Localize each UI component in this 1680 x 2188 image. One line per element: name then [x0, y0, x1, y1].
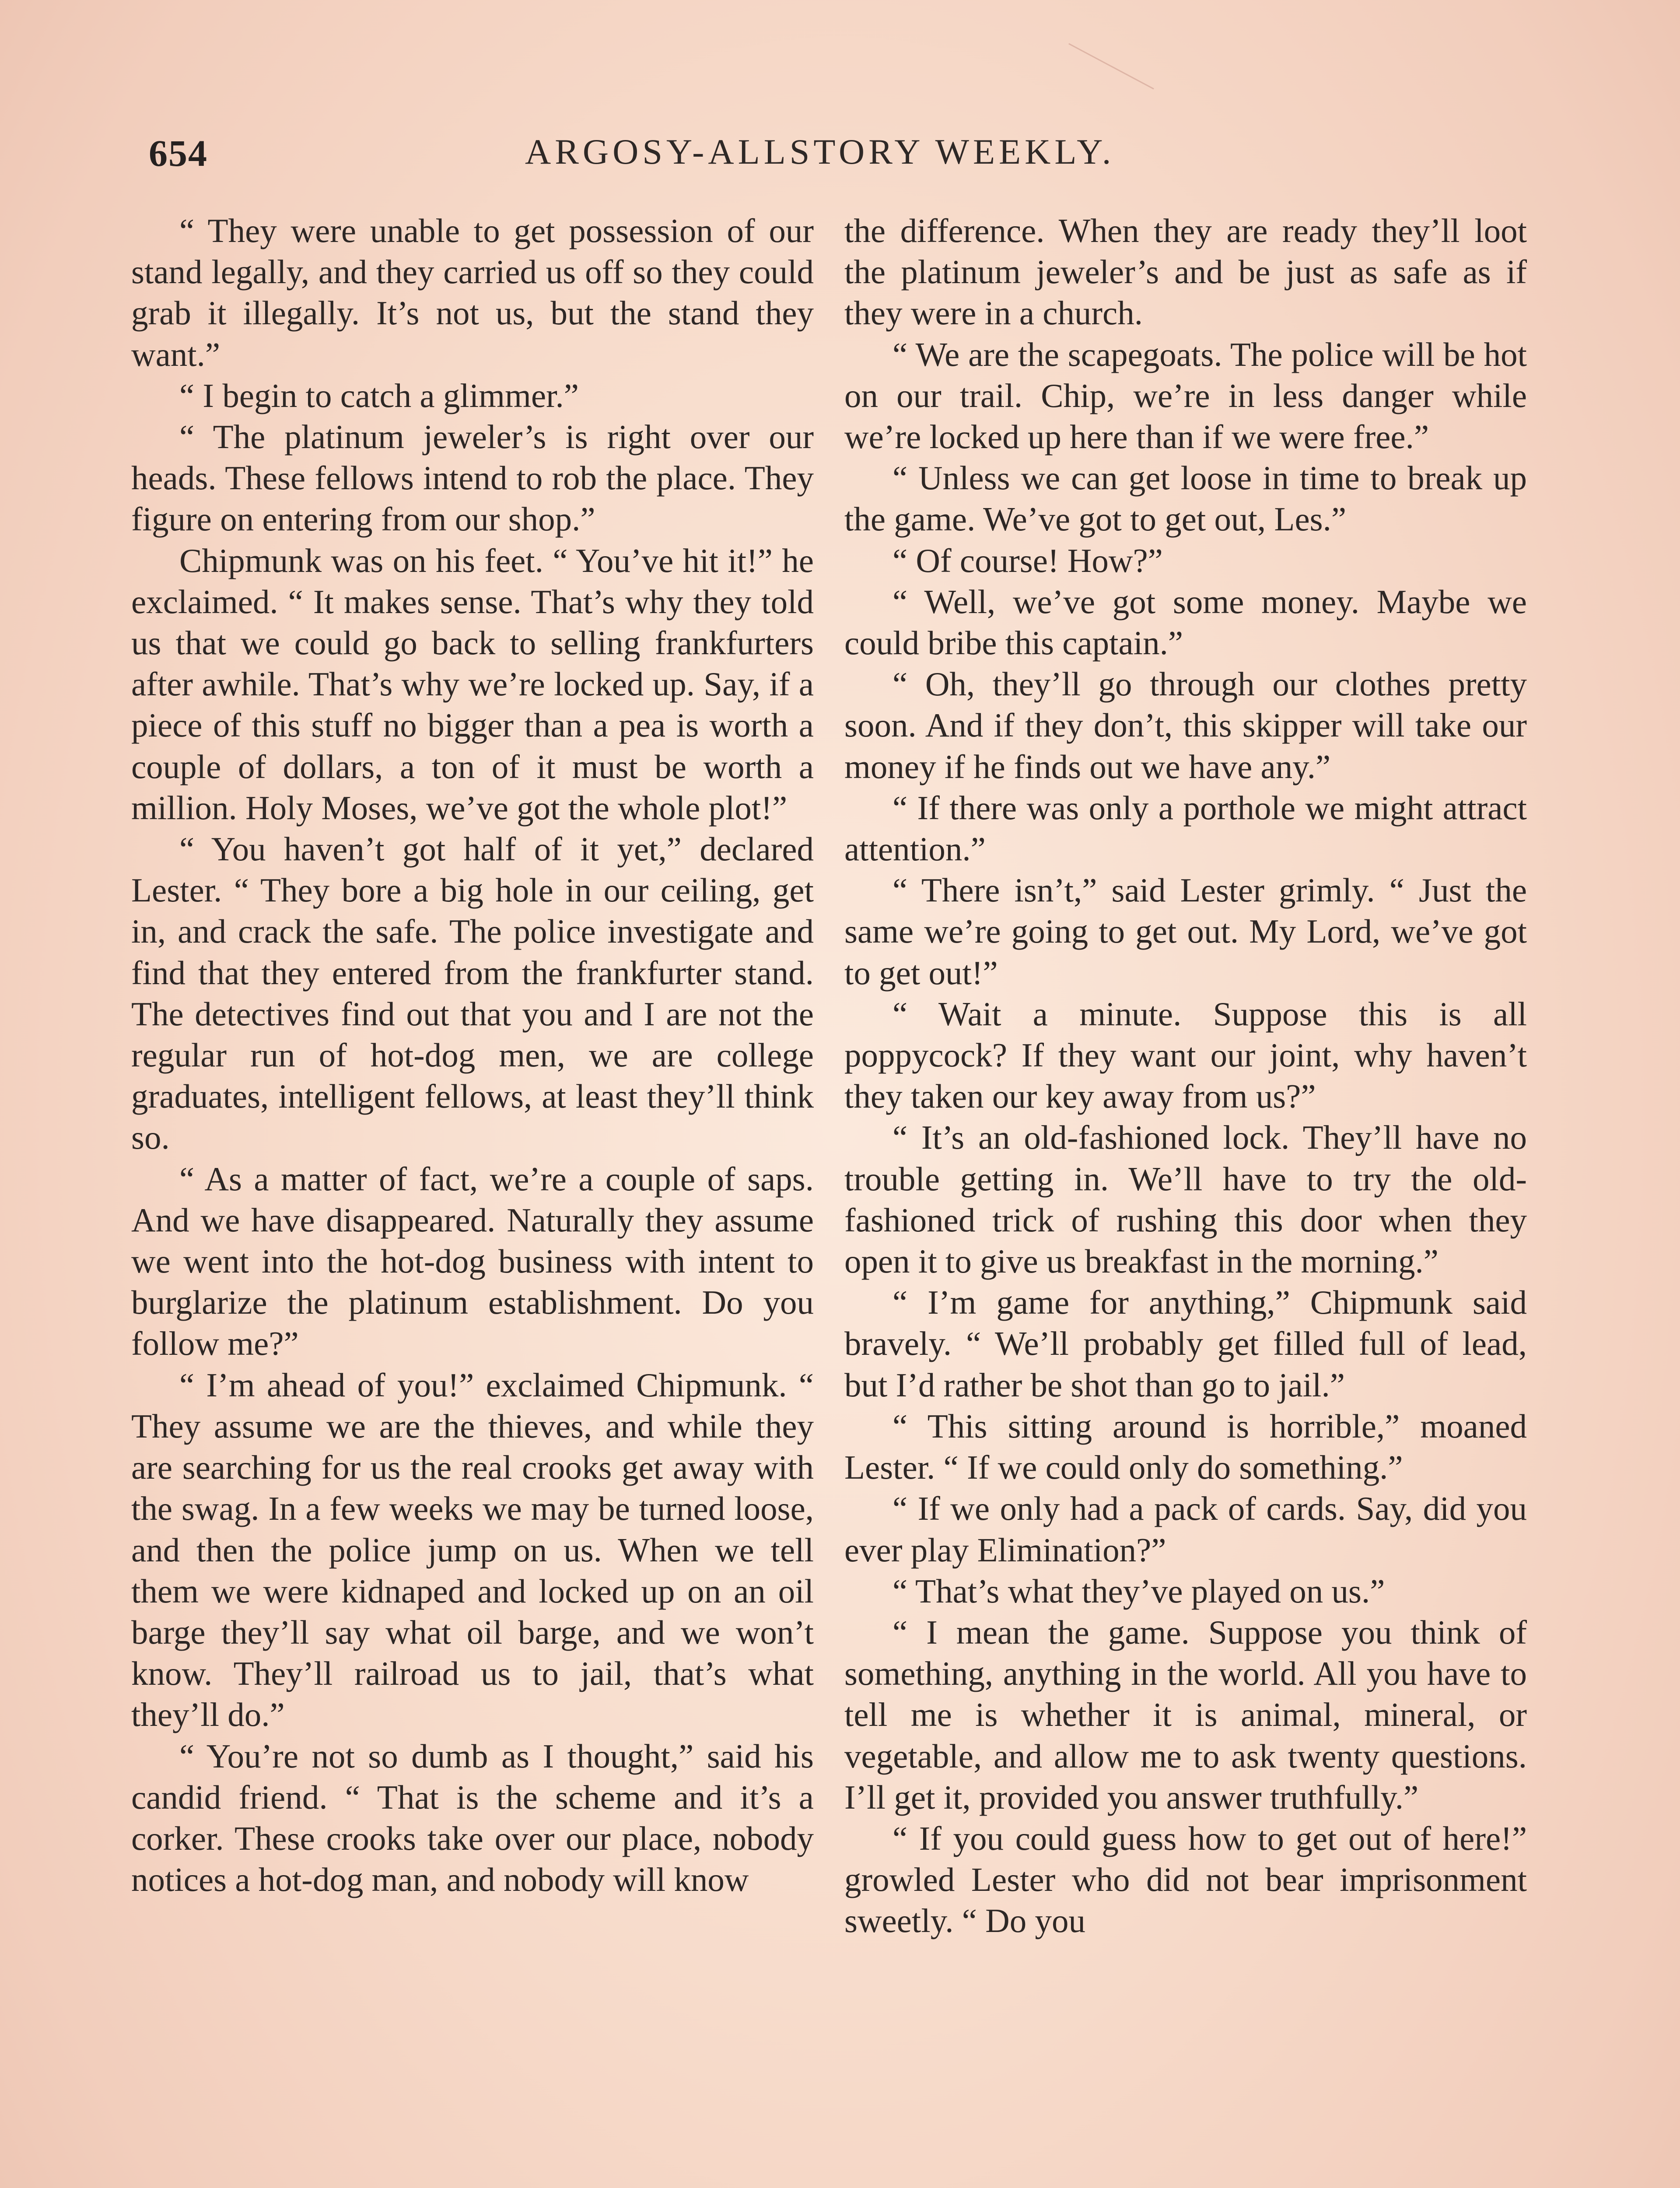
paragraph: “ If there was only a porthole we might attract attention.”: [844, 789, 1527, 868]
paragraph: “ It’s an old-fashioned lock. They’ll have no trouble getting in. We’ll have to try the old-fashioned trick of rushing this door when they open it to give us breakfast in the morning.”: [844, 1119, 1527, 1280]
paragraph: the difference. When they are ready they’ll loot the platinum jeweler’s and be just as safe as if they were in a church.: [844, 212, 1527, 332]
paragraph: “ They were unable to get possession of our stand legally, and they carried us off so they could grab it illegally. It’s not us, but the stand they want.”: [131, 212, 814, 373]
paragraph: “ Unless we can get loose in time to break up the game. We’ve got to get out, Les.”: [844, 459, 1527, 538]
left-column: [131, 210, 814, 1900]
paragraph: “ You’re not so dumb as I thought,” said his candid friend. “ That is the scheme and it’s a corker. These crooks take over our place, nobody notices a hot-dog man, and nobody will know: [131, 1737, 814, 1899]
paragraph: “ There isn’t,” said Lester grimly. “ Just the same we’re going to get out. My Lord, we’ve got to get out!”: [844, 871, 1527, 992]
paragraph: “ If we only had a pack of cards. Say, did you ever play Elimination?”: [844, 1490, 1527, 1569]
paper-scratch: [1068, 43, 1154, 90]
paragraph: “ If you could guess how to get out of here!” growled Lester who did not bear imprisonment sweetly. “ Do you: [844, 1819, 1527, 1940]
paragraph: “ I’m ahead of you!” exclaimed Chipmunk. “ They assume we are the thieves, and while they are searching for us the real crooks get away with the swag. In a few weeks we may be turned loose, and then the police jump on us. When we tell them we were kidnaped and locked up on an oil barge they’ll say what oil barge, and we won’t know. They’ll railroad us to jail, that’s what they’ll do.”: [131, 1366, 814, 1734]
paragraph: “ We are the scapegoats. The police will be hot on our trail. Chip, we’re in less danger while we’re locked up here than if we were free.”: [844, 335, 1527, 456]
paragraph: “ This sitting around is horrible,” moaned Lester. “ If we could only do something.”: [844, 1407, 1527, 1487]
paragraph: Chipmunk was on his feet. “ You’ve hit it!” he exclaimed. “ It makes sense. That’s why they told us that we could go back to selling frankfurters after awhile. That’s why we’re locked up. Say, if a piece of this stuff no bigger than a pea is worth a couple of dollars, a ton of it must be worth a million. Holy Moses, we’ve got the whole plot!”: [131, 541, 814, 827]
page-number: 654: [149, 132, 208, 174]
paragraph: “ I’m game for anything,” Chipmunk said bravely. “ We’ll probably get filled full of lead, but I’d rather be shot than go to jail.”: [844, 1283, 1527, 1404]
page-header: [149, 131, 1522, 179]
paragraph: “ Oh, they’ll go through our clothes pretty soon. And if they don’t, this skipper will take our money if he finds out we have any.”: [844, 665, 1527, 785]
paragraph: “ The platinum jeweler’s is right over our heads. These fellows intend to rob the place. They figure on entering from our shop.”: [131, 418, 814, 538]
paragraph: “ As a matter of fact, we’re a couple of saps. And we have disappeared. Naturally they assume we went into the hot-dog business with intent to burglarize the platinum establishment. Do you follow me?”: [131, 1160, 814, 1363]
paragraph: “ I mean the game. Suppose you think of something, anything in the world. All you have to tell me is whether it is animal, mineral, or vegetable, and allow me to ask twenty questions. I’ll get it, provided you answer truthfully.”: [844, 1613, 1527, 1816]
paragraph: “ That’s what they’ve played on us.”: [892, 1572, 1385, 1610]
paragraph: “ Of course! How?”: [892, 541, 1163, 579]
paragraph: “ Wait a minute. Suppose this is all poppycock? If they want our joint, why haven’t they taken our key away from us?”: [844, 995, 1527, 1115]
paragraph: “ I begin to catch a glimmer.”: [179, 376, 579, 414]
paragraph: “ You haven’t got half of it yet,” declared Lester. “ They bore a big hole in our ceiling, get in, and crack the safe. The police investigate and find that they entered from the frankfurter stand. The detectives find out that you and I are not the regular run of hot-dog men, we are college graduates, intelligent fellows, at least they’ll think so.: [131, 830, 814, 1157]
running-head: ARGOSY-ALLSTORY WEEKLY.: [525, 132, 1115, 172]
right-column: [844, 210, 1527, 1942]
paragraph: “ Well, we’ve got some money. Maybe we could bribe this captain.”: [844, 582, 1527, 662]
